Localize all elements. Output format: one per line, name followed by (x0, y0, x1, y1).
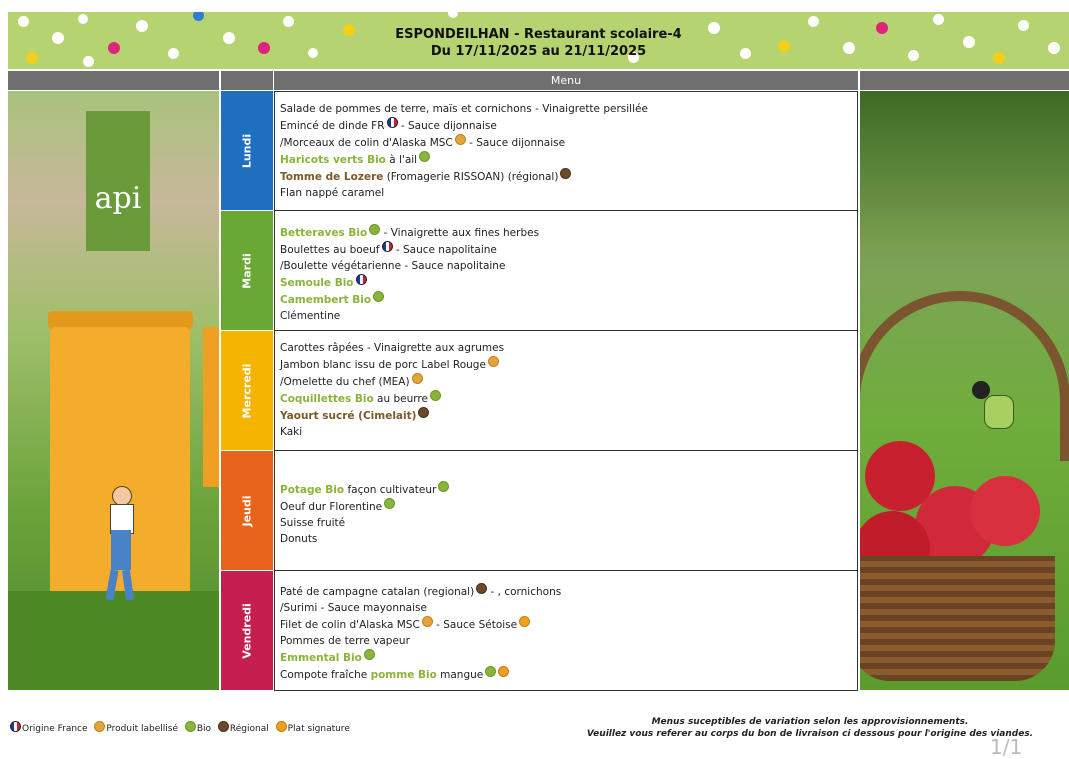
day-jeudi: Jeudi (221, 451, 273, 570)
menu-column-label: Menu (550, 74, 582, 87)
api-logo: api (86, 111, 150, 251)
signature-icon (498, 666, 509, 677)
menu-line: /Omelette du chef (MEA) (280, 373, 852, 390)
bio-icon (419, 151, 430, 162)
menu-line: Emincé de dinde FR - Sauce dijonnaise (280, 117, 852, 134)
bio-icon (438, 481, 449, 492)
menu-line: Coquillettes Bio au beurre (280, 390, 852, 407)
regional-icon (418, 407, 429, 418)
bio-icon (384, 498, 395, 509)
menu-line: Camembert Bio (280, 291, 852, 308)
variation-note: Menus suceptibles de variation selon les approvisionnements. Veuillez vous referer au corps du bon de livraison ci dessous pour l'origine des viandes. (586, 717, 1034, 739)
menu-line: /Boulette végétarienne - Sauce napolitaine (280, 260, 506, 272)
bio-icon (185, 721, 196, 732)
menu-line: Kaki (280, 426, 303, 438)
menu-line: Pommes de terre vapeur (280, 635, 410, 647)
menu-line: Compote fraîche pomme Bio mangue (280, 666, 852, 683)
regional-icon (560, 168, 571, 179)
legend: Origine France Produit labellisé Bio Régional Plat signature (10, 721, 350, 734)
day-mercredi: Mercredi (221, 331, 273, 450)
menu-line: Jambon blanc issu de porc Label Rouge (280, 356, 852, 373)
label-icon (455, 134, 466, 145)
menu-line: Tomme de Lozere (Fromagerie RISSOAN) (régional) (280, 168, 852, 185)
child-illustration (100, 486, 140, 606)
menu-header (8, 12, 1069, 69)
regional-icon (476, 583, 487, 594)
menu-jeudi (274, 450, 858, 571)
date-range: Du 17/11/2025 au 21/11/2025 (430, 44, 647, 59)
label-icon (412, 373, 423, 384)
bio-icon (373, 291, 384, 302)
menu-line: Yaourt sucré (Cimelait) (280, 407, 852, 424)
bio-icon (430, 390, 441, 401)
label-icon (94, 721, 105, 732)
day-vendredi: Vendredi (221, 571, 273, 690)
origine-france-icon (387, 117, 398, 128)
day-header-bar (221, 71, 273, 90)
menu-line: Haricots verts Bio à l'ail (280, 151, 852, 168)
menu-line: Boulettes au boeuf - Sauce napolitaine (280, 241, 852, 258)
bio-icon (369, 224, 380, 235)
menu-line: /Morceaux de colin d'Alaska MSC - Sauce dijonnaise (280, 134, 852, 151)
regional-icon (218, 721, 229, 732)
menu-mardi (274, 210, 858, 331)
origine-france-icon (356, 274, 367, 285)
menu-line: Filet de colin d'Alaska MSC - Sauce Sétoise (280, 616, 852, 633)
day-lundi: Lundi (221, 91, 273, 210)
menu-vendredi (274, 570, 858, 691)
menu-line: Potage Bio façon cultivateur (280, 481, 852, 498)
menu-lundi (274, 91, 858, 211)
menu-line: Semoule Bio (280, 274, 852, 291)
menu-line: Betteraves Bio - Vinaigrette aux fines herbes (280, 224, 852, 241)
menu-line: Flan nappé caramel (280, 187, 385, 199)
menu-header-bar (274, 71, 858, 90)
menu-line: Paté de campagne catalan (regional) - , cornichons (280, 583, 852, 600)
menu-line: Emmental Bio (280, 649, 852, 666)
label-icon (422, 616, 433, 627)
menu-line: Donuts (280, 533, 318, 545)
boots-photo (8, 91, 219, 690)
origine-france-icon (10, 721, 21, 732)
origine-france-icon (382, 241, 393, 252)
signature-icon (519, 616, 530, 627)
bio-icon (364, 649, 375, 660)
label-icon (488, 356, 499, 367)
climbing-child-illustration (972, 381, 1022, 441)
signature-icon (276, 721, 287, 732)
menu-line: Clémentine (280, 310, 341, 322)
menu-line: Carottes râpées - Vinaigrette aux agrumes (280, 342, 505, 354)
apple-basket-photo (860, 91, 1069, 690)
day-mardi: Mardi (221, 211, 273, 330)
menu-line: Salade de pommes de terre, maïs et cornichons - Vinaigrette persillée (280, 103, 648, 115)
menu-line: Suisse fruité (280, 517, 346, 529)
menu-title-block (8, 26, 1069, 60)
restaurant-title: ESPONDEILHAN - Restaurant scolaire-4 (395, 27, 682, 42)
page-number: 1/1 (990, 735, 1023, 759)
menu-line: Oeuf dur Florentine (280, 498, 852, 515)
bio-icon (485, 666, 496, 677)
menu-mercredi (274, 330, 858, 451)
right-header-bar (860, 71, 1069, 90)
menu-line: /Surimi - Sauce mayonnaise (280, 602, 427, 614)
left-header-bar (8, 71, 219, 90)
